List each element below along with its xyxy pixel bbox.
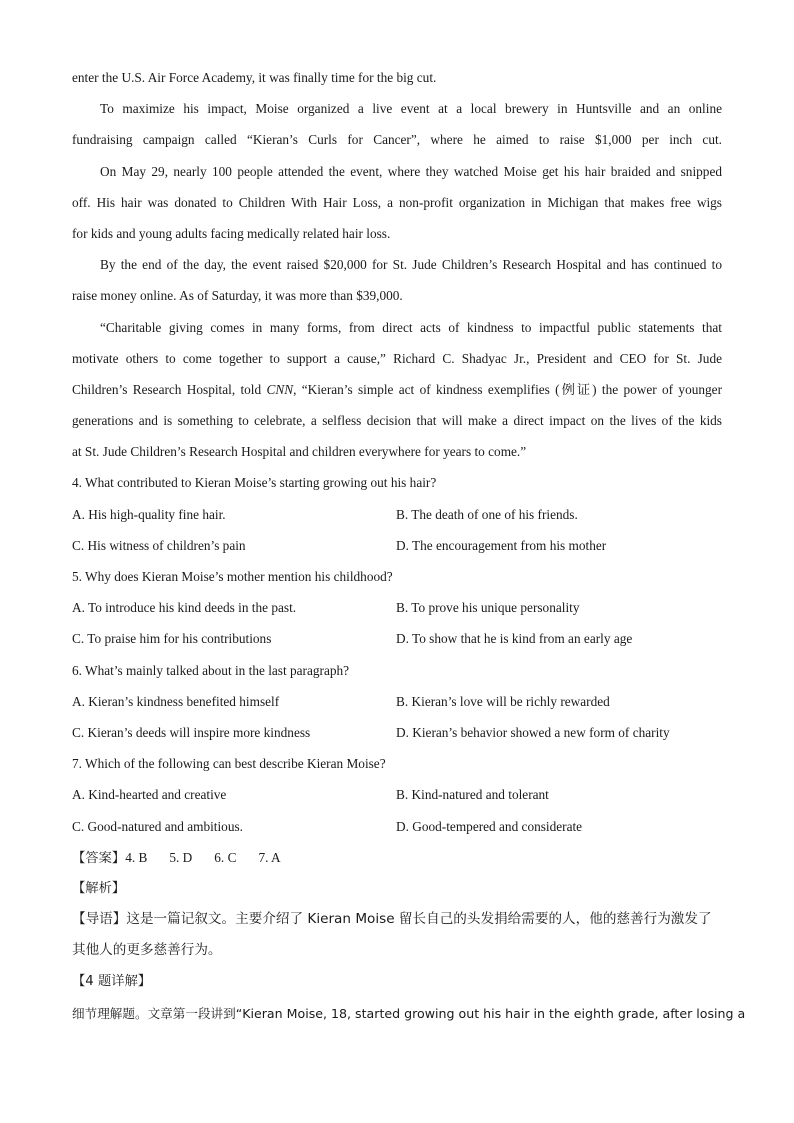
question-stem: 5. Why does Kieran Moise’s mother mention his childhood? [72, 569, 393, 584]
option-b: B. To prove his unique personality [396, 600, 580, 616]
option-c: C. His witness of children’s pain [72, 537, 246, 553]
answer-item: 5. D [169, 849, 193, 865]
option-c: C. To praise him for his contributions [72, 631, 272, 647]
option-row [72, 779, 722, 810]
option-a: A. Kind-hearted and creative [72, 787, 227, 803]
passage-line: generations and is something to celebrate, a selfless decision that will make a direct impact on the lives of the kids [72, 413, 722, 429]
q4-detail-line: 细节理解题。文章第一段讲到“Kieran Moise, 18, started growing out his hair in the eighth grade, after losing a [72, 1005, 746, 1021]
passage-line: raise money online. As of Saturday, it was more than $39,000. [72, 288, 403, 304]
option-a: A. Kieran’s kindness benefited himself [72, 693, 280, 709]
passage-line: To maximize his impact, Moise organized a live event at a local brewery in Huntsville and an online [100, 101, 722, 117]
answer-line [72, 842, 722, 873]
passage-line: fundraising campaign called “Kieran’s Curls for Cancer”, where he aimed to raise $1,000 per inch cut. [72, 132, 722, 148]
option-d: D. To show that he is kind from an early age [396, 631, 633, 647]
option-row [72, 811, 722, 842]
option-a: A. His high-quality fine hair. [72, 506, 226, 522]
q4-detail-label: 【4 题详解】 [72, 974, 152, 990]
passage-text: , “Kieran’s simple act of kindness exemplifies (例证) the power of younger [293, 381, 722, 397]
question-stem: 6. What’s mainly talked about in the last paragraph? [72, 662, 350, 678]
passage-line: at St. Jude Children’s Research Hospital and children everywhere for years to come.” [72, 444, 527, 460]
cnn-italic: CNN [266, 381, 294, 397]
option-row [72, 686, 722, 717]
passage-line: enter the U.S. Air Force Academy, it was finally time for the big cut. [72, 70, 437, 85]
answer-item: 7. A [258, 849, 281, 865]
option-d: D. Good-tempered and considerate [396, 818, 583, 834]
option-row [72, 592, 722, 623]
passage-line: for kids and young adults facing medically related hair loss. [72, 225, 391, 241]
passage-line: On May 29, nearly 100 people attended the event, where they watched Moise get his hair braided and snipped [100, 163, 722, 179]
answer-item: 6. C [214, 849, 237, 865]
question-stem: 7. Which of the following can best describe Kieran Moise? [72, 756, 386, 772]
option-row [72, 530, 722, 561]
option-b: B. Kieran’s love will be richly rewarded [396, 693, 610, 709]
intro-label: 【导语】 [72, 911, 127, 928]
option-b: B. The death of one of his friends. [396, 506, 578, 522]
option-c: C. Kieran’s deeds will inspire more kindness [72, 724, 311, 740]
analysis-label: 【解析】 [72, 880, 126, 896]
passage-line: motivate others to come together to support a cause,” Richard C. Shadyac Jr., President and CEO for St. Jude [72, 350, 722, 366]
passage-text: Children’s Research Hospital, told [72, 381, 267, 397]
option-row [72, 623, 722, 654]
answer-label: 【答案】 [72, 850, 126, 866]
option-b: B. Kind-natured and tolerant [396, 787, 549, 803]
option-d: D. The encouragement from his mother [396, 537, 607, 553]
option-d: D. Kieran’s behavior showed a new form of charity [396, 724, 670, 740]
option-c: C. Good-natured and ambitious. [72, 818, 243, 834]
intro-line: 其他人的更多慈善行为。 [72, 942, 222, 959]
question-stem: 4. What contributed to Kieran Moise’s starting growing out his hair? [72, 475, 437, 491]
option-row [72, 717, 722, 748]
option-row [72, 499, 722, 530]
intro-line [72, 904, 722, 935]
passage-line: By the end of the day, the event raised $20,000 for St. Jude Children’s Research Hospital and has continued to [100, 257, 722, 273]
intro-text: 这是一篇记叙文。主要介绍了 Kieran Moise 留长自己的头发捐给需要的人，他的慈善行为激发了 [126, 911, 712, 928]
option-a: A. To introduce his kind deeds in the past. [72, 600, 297, 616]
passage-line [72, 374, 722, 405]
passage-line: “Charitable giving comes in many forms, from direct acts of kindness to impactful public statements that [100, 319, 722, 335]
passage-line: off. His hair was donated to Children With Hair Loss, a non-profit organization in Michigan that makes free wigs [72, 194, 722, 210]
answer-item: 4. B [125, 849, 148, 865]
document-page [72, 62, 746, 1029]
